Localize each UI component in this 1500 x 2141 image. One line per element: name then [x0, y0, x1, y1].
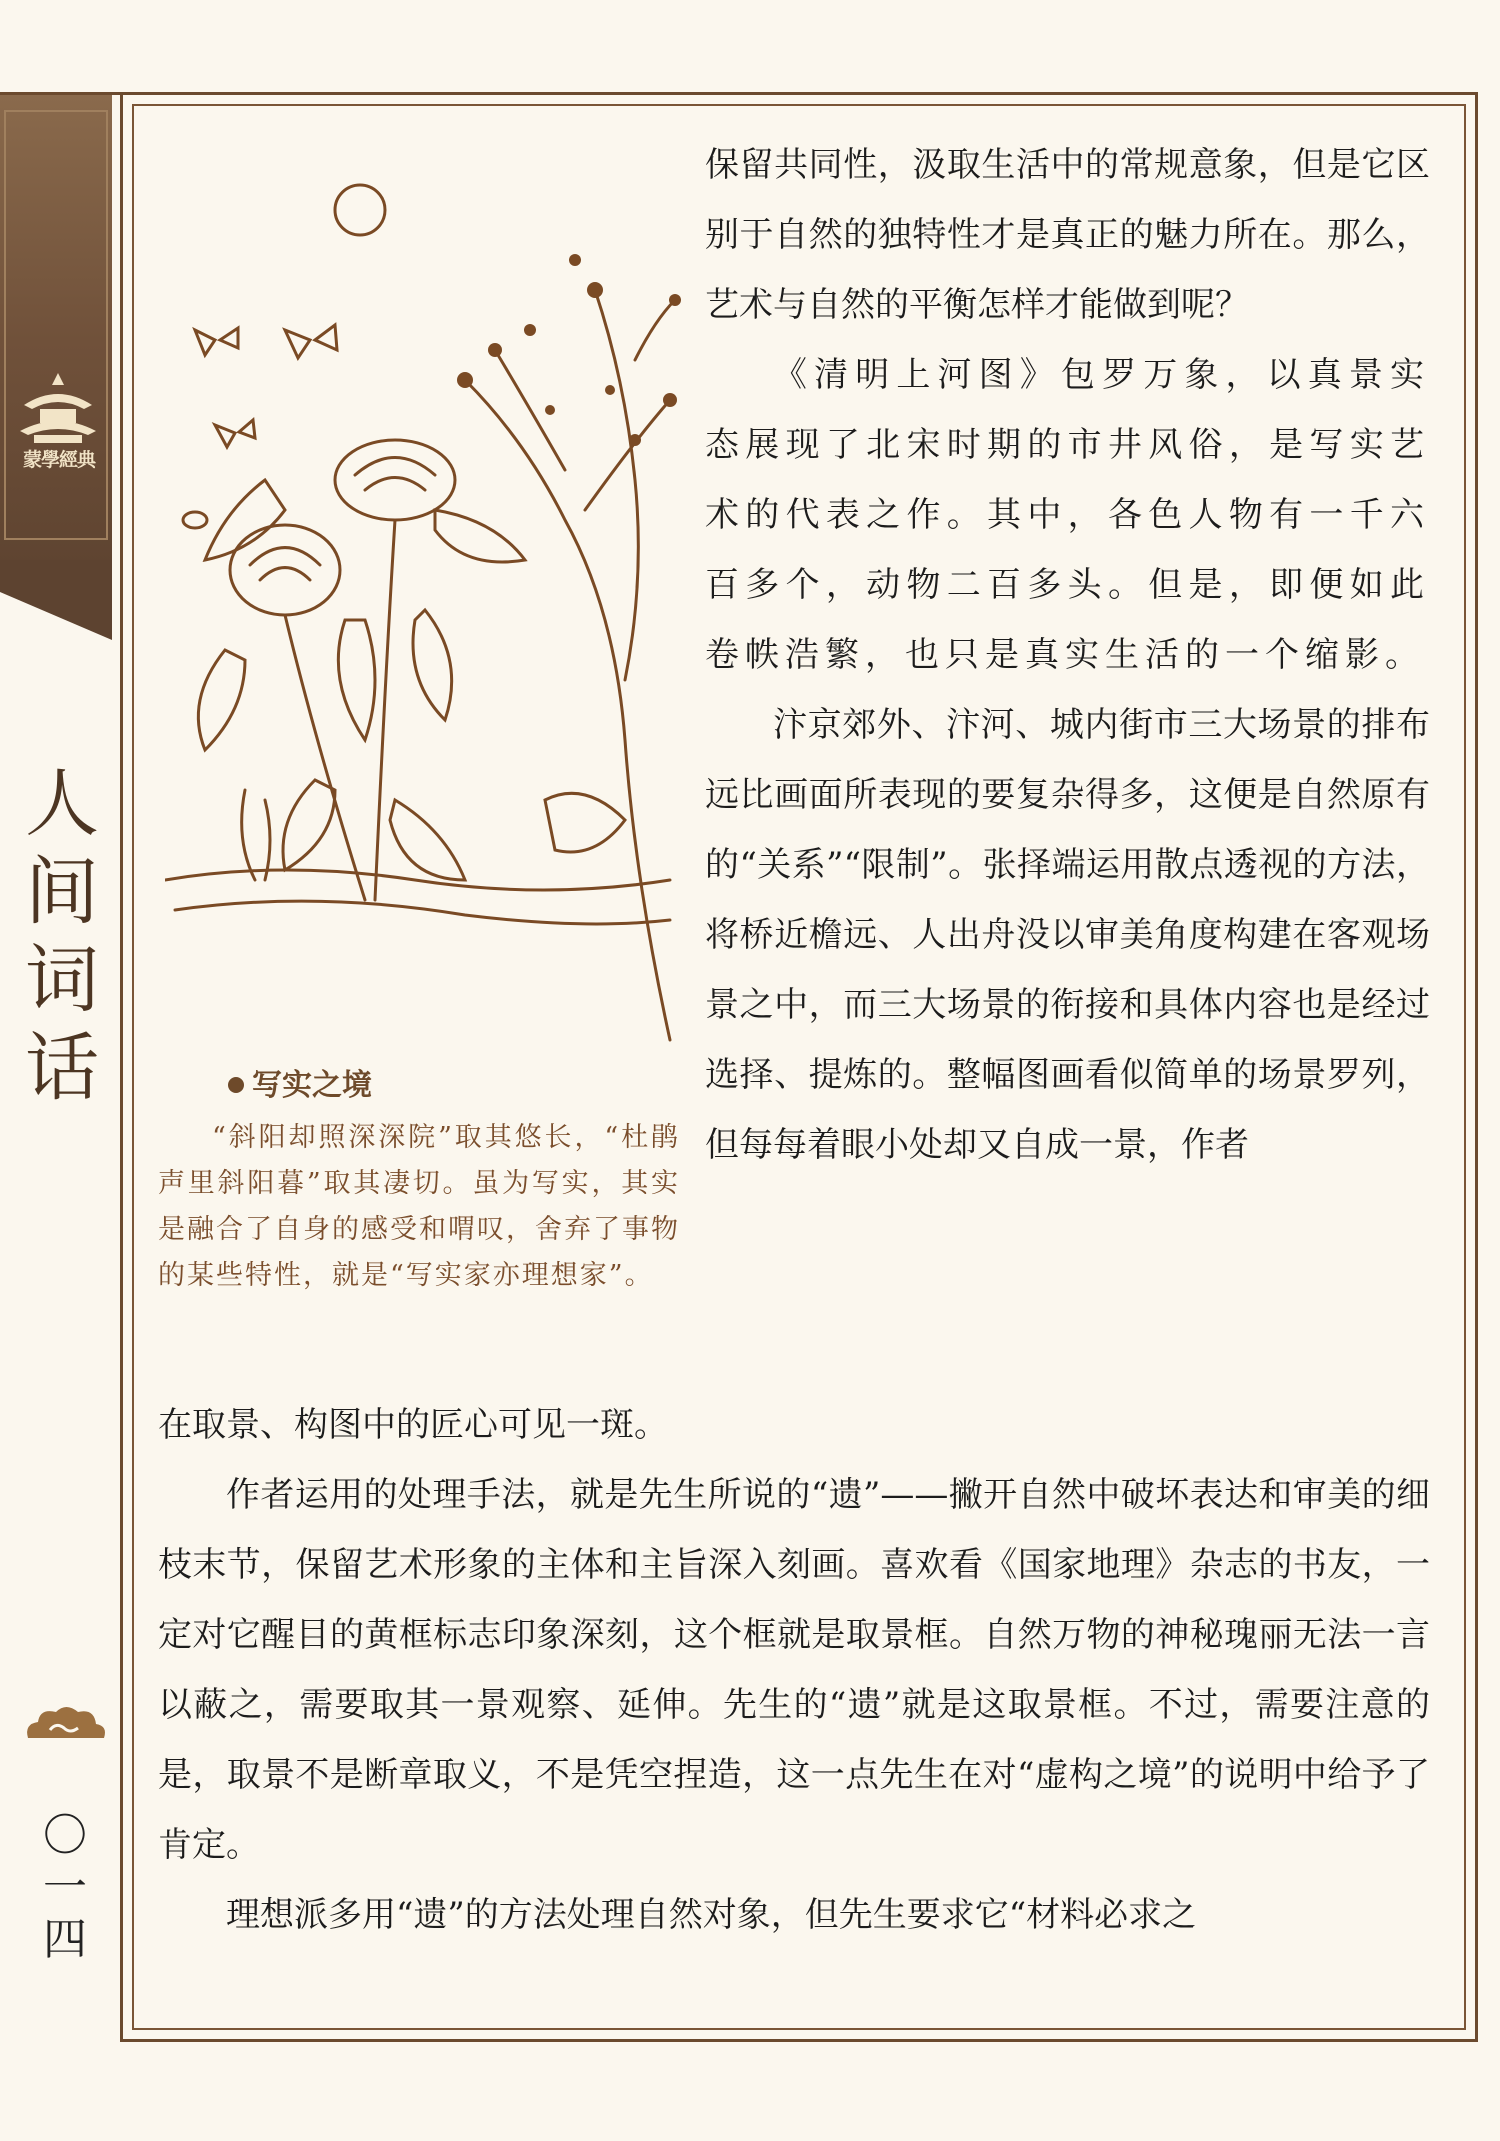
caption-title-text: 写实之境	[252, 1068, 372, 1103]
bullet-icon	[228, 1077, 244, 1093]
sidebar-inner-border	[4, 110, 108, 540]
book-title	[22, 760, 102, 1112]
illustration-caption-title	[228, 1060, 372, 1104]
paragraph: 在取景、构图中的匠心可见一斑。	[158, 1405, 668, 1445]
paragraph: 《清明上河图》包罗万象，以真景实态展现了北宋时期的市井风俗，是写实艺术的代表之作。其中，各色人物有一千六百多个，动物二百多头。但是，即便如此卷帙浩繁，也只是真实生活的一个缩影。	[705, 355, 1430, 675]
body-text-full	[158, 1390, 1430, 1950]
page-number	[30, 1810, 100, 1966]
book-title-char: 话	[25, 1025, 99, 1111]
paragraph: 理想派多用“遗”的方法处理自然对象，但先生要求它“材料必求之	[226, 1895, 1197, 1935]
book-title-char: 间	[25, 849, 99, 935]
sidebar-wedge	[0, 560, 112, 640]
caption-text: “斜阳却照深深院”取其悠长，“杜鹃声里斜阳暮”取其凄切。虽为写实，其实是融合了自身的感受和喟叹，舍弃了事物的某些特性，就是“写实家亦理想家”。	[158, 1122, 680, 1291]
illustration-caption	[158, 1115, 680, 1299]
cloud-ornament-icon	[20, 1700, 110, 1750]
page-number-digit: 四	[43, 1914, 87, 1965]
paragraph: 保留共同性，汲取生活中的常规意象，但是它区别于自然的独特性才是真正的魅力所在。那么，艺术与自然的平衡怎样才能做到呢？	[705, 145, 1430, 325]
paragraph: 作者运用的处理手法，就是先生所说的“遗”——撇开自然中破坏表达和审美的细枝末节，保留艺术形象的主体和主旨深入刻画。喜欢看《国家地理》杂志的书友，一定对它醒目的黄框标志印象深刻，这个框就是取景框。自然万物的神秘瑰丽无法一言以蔽之，需要取其一景观察、延伸。先生的“遗”就是这取景框。不过，需要注意的是，取景不是断章取义，不是凭空捏造，这一点先生在对“虚构之境”的说明中给予了肯定。	[158, 1475, 1430, 1865]
page-number-digit: 一	[43, 1862, 87, 1913]
peony-illustration	[165, 180, 685, 1050]
book-title-char: 词	[25, 937, 99, 1023]
page-number-digit: 〇	[43, 1810, 87, 1861]
book-title-char: 人	[25, 761, 99, 847]
body-text-column	[705, 130, 1430, 1180]
paragraph: 汴京郊外、汴河、城内街市三大场景的排布远比画面所表现的要复杂得多，这便是自然原有的“关系”“限制”。张择端运用散点透视的方法，将桥近檐远、人出舟没以审美角度构建在客观场景之中，而三大场景的衔接和具体内容也是经过选择、提炼的。整幅图画看似简单的场景罗列，但每每着眼小处却又自成一景，作者	[705, 705, 1430, 1165]
emblem-label: 蒙學經典	[22, 449, 95, 471]
